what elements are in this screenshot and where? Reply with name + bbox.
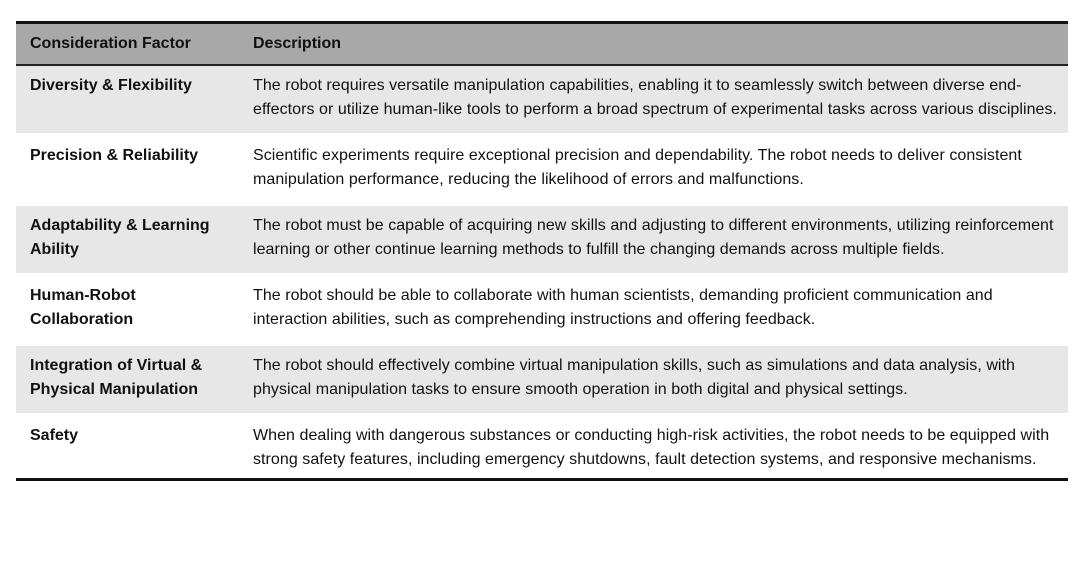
header-consideration-factor: Consideration Factor xyxy=(16,24,239,65)
table-row xyxy=(16,205,1068,275)
description-cell: The robot must be capable of acquiring new skills and adjusting to different environments, utilizing reinforcement learning or other continue learning methods to fulfill the changing demands across multiple fields. xyxy=(239,205,1068,275)
table-row xyxy=(16,135,1068,205)
description-cell: The robot should effectively combine virtual manipulation skills, such as simulations and data analysis, with physical manipulation tasks to ensure smooth operation in both digital and physical settings. xyxy=(239,345,1068,415)
factor-cell: Safety xyxy=(30,427,79,444)
table-bottom-rule xyxy=(16,478,1068,481)
description-cell: When dealing with dangerous substances or conducting high-risk activities, the robot needs to be equipped with strong safety features, including emergency shutdowns, fault detection systems, and responsive mechanisms. xyxy=(253,427,1050,468)
factor-cell: Precision & Reliability xyxy=(16,135,239,205)
table-row xyxy=(16,415,1068,479)
factor-cell: Integration of Virtual & Physical Manipulation xyxy=(16,345,239,415)
header-description: Description xyxy=(239,24,1068,65)
factor-cell: Human-Robot Collaboration xyxy=(16,275,239,345)
table-row xyxy=(16,345,1068,415)
description-cell: The robot requires versatile manipulation capabilities, enabling it to seamlessly switch between diverse end-effectors or utilize human-like tools to perform a broad spectrum of experimental tasks across various disciplines. xyxy=(239,65,1068,135)
table-header-row xyxy=(16,24,1068,65)
table-row xyxy=(16,275,1068,345)
factor-cell: Diversity & Flexibility xyxy=(16,65,239,135)
consideration-factors-table xyxy=(16,24,1068,478)
table-row xyxy=(16,65,1068,135)
description-cell: Scientific experiments require exceptional precision and dependability. The robot needs to deliver consistent manipulation performance, reducing the likelihood of errors and malfunctions. xyxy=(239,135,1068,205)
consideration-table-container xyxy=(16,21,1068,481)
factor-cell: Adaptability & Learning Ability xyxy=(16,205,239,275)
description-cell: The robot should be able to collaborate with human scientists, demanding proficient communication and interaction abilities, such as comprehending instructions and offering feedback. xyxy=(239,275,1068,345)
